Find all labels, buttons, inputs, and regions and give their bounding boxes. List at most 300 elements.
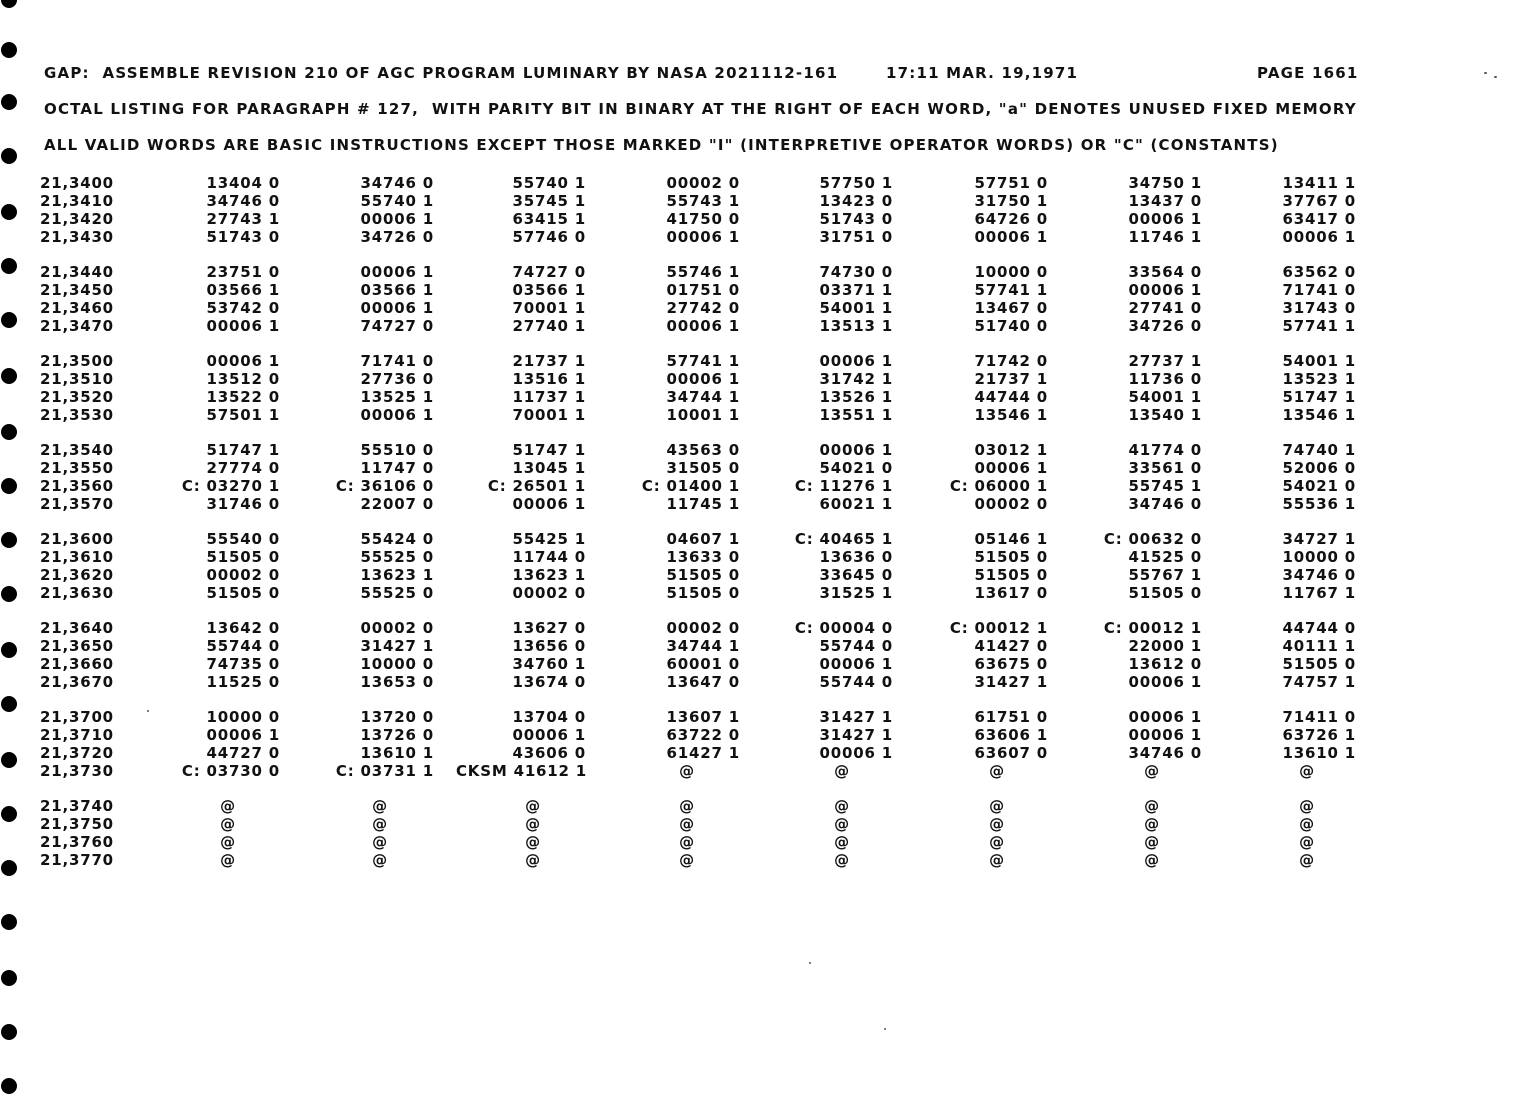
octal-word: 57741 1 — [666, 352, 740, 370]
octal-word: 34727 1 — [1282, 530, 1356, 548]
octal-word: 05146 1 — [974, 530, 1048, 548]
row-address: 21,3760 — [40, 833, 114, 851]
constant-word: C: 00632 0 — [1103, 530, 1202, 548]
octal-word: 23751 0 — [206, 263, 280, 281]
octal-word: 00002 0 — [666, 619, 740, 637]
octal-word: 31505 0 — [666, 459, 740, 477]
punch-hole — [1, 1078, 17, 1094]
constant-word: C: 00012 1 — [949, 619, 1048, 637]
row-address: 21,3470 — [40, 317, 114, 335]
octal-word: 55743 1 — [666, 192, 740, 210]
listing-block — [0, 619, 1400, 691]
octal-word: 31746 0 — [206, 495, 280, 513]
row-address: 21,3410 — [40, 192, 114, 210]
speck — [884, 1028, 886, 1030]
constant-word: C: 01400 1 — [641, 477, 740, 495]
punch-hole — [1, 148, 17, 164]
octal-word: 13607 1 — [666, 708, 740, 726]
octal-word: 63607 0 — [974, 744, 1048, 762]
octal-word: 00006 1 — [1128, 726, 1202, 744]
unused-word-marker: @ — [989, 851, 1005, 869]
octal-word: 13653 0 — [360, 673, 434, 691]
octal-word: 00006 1 — [512, 495, 586, 513]
unused-word-marker: @ — [1299, 815, 1315, 833]
listing-block — [0, 352, 1400, 424]
octal-word: 13647 0 — [666, 673, 740, 691]
octal-word: 00006 1 — [360, 406, 434, 424]
octal-word: 60021 1 — [819, 495, 893, 513]
unused-word-marker: @ — [679, 797, 695, 815]
octal-word: 13642 0 — [206, 619, 280, 637]
octal-word: 13467 0 — [974, 299, 1048, 317]
octal-word: 11767 1 — [1282, 584, 1356, 602]
unused-word-marker: @ — [372, 815, 388, 833]
octal-word: 13437 0 — [1128, 192, 1202, 210]
octal-word: 00006 1 — [1128, 210, 1202, 228]
unused-word-marker: @ — [1299, 851, 1315, 869]
octal-word: 10000 0 — [1282, 548, 1356, 566]
octal-word: 55744 0 — [819, 673, 893, 691]
listing-title: GAP: ASSEMBLE REVISION 210 OF AGC PROGRAM LUMINARY BY NASA 2021112-161 — [44, 64, 839, 82]
listing-block — [0, 441, 1400, 513]
octal-word: 37767 0 — [1282, 192, 1356, 210]
octal-word: 03371 1 — [819, 281, 893, 299]
octal-word: 00002 0 — [666, 174, 740, 192]
octal-word: 13513 1 — [819, 317, 893, 335]
unused-word-marker: @ — [1299, 797, 1315, 815]
octal-word: 54001 1 — [1128, 388, 1202, 406]
octal-word: 70001 1 — [512, 299, 586, 317]
listing-timestamp: 17:11 MAR. 19,1971 — [886, 64, 1079, 82]
listing-row — [0, 637, 1400, 655]
unused-word-marker: @ — [989, 815, 1005, 833]
octal-word: 10001 1 — [666, 406, 740, 424]
octal-word: 00002 0 — [360, 619, 434, 637]
unused-word-marker: @ — [1144, 815, 1160, 833]
octal-word: 35745 1 — [512, 192, 586, 210]
octal-word: 00006 1 — [666, 228, 740, 246]
octal-word: 00006 1 — [974, 459, 1048, 477]
octal-word: 13546 1 — [1282, 406, 1356, 424]
row-address: 21,3640 — [40, 619, 114, 637]
octal-word: 00006 1 — [360, 263, 434, 281]
octal-word: 55745 1 — [1128, 477, 1202, 495]
octal-word: 31751 0 — [819, 228, 893, 246]
octal-word: 55525 0 — [360, 548, 434, 566]
listing-row — [0, 317, 1400, 335]
octal-word: 31750 1 — [974, 192, 1048, 210]
row-address: 21,3520 — [40, 388, 114, 406]
listing-row — [0, 174, 1400, 192]
listing-row — [0, 530, 1400, 548]
unused-word-marker: @ — [525, 833, 541, 851]
unused-word-marker: @ — [679, 851, 695, 869]
octal-word: 54021 0 — [1282, 477, 1356, 495]
octal-word: 13720 0 — [360, 708, 434, 726]
octal-word: 63722 0 — [666, 726, 740, 744]
row-address: 21,3550 — [40, 459, 114, 477]
octal-word: 71742 0 — [974, 352, 1048, 370]
octal-word: 61427 1 — [666, 744, 740, 762]
octal-word: 63415 1 — [512, 210, 586, 228]
octal-word: 55540 0 — [206, 530, 280, 548]
row-address: 21,3670 — [40, 673, 114, 691]
octal-word: 00002 0 — [512, 584, 586, 602]
octal-word: 74730 0 — [819, 263, 893, 281]
row-address: 21,3610 — [40, 548, 114, 566]
octal-word: 00006 1 — [819, 441, 893, 459]
octal-word: 41427 0 — [974, 637, 1048, 655]
octal-word: 51747 1 — [512, 441, 586, 459]
listing-row — [0, 708, 1400, 726]
listing-row — [0, 548, 1400, 566]
octal-word: 13551 1 — [819, 406, 893, 424]
constant-word: C: 03270 1 — [181, 477, 280, 495]
row-address: 21,3700 — [40, 708, 114, 726]
unused-word-marker: @ — [220, 797, 236, 815]
octal-word: 41750 0 — [666, 210, 740, 228]
octal-word: 31427 1 — [819, 726, 893, 744]
octal-word: 57501 1 — [206, 406, 280, 424]
unused-word-marker: @ — [679, 762, 695, 780]
listing-row — [0, 263, 1400, 281]
octal-word: 31427 1 — [974, 673, 1048, 691]
octal-word: 13045 1 — [512, 459, 586, 477]
octal-word: 00006 1 — [1128, 673, 1202, 691]
octal-word: 13633 0 — [666, 548, 740, 566]
octal-word: 57750 1 — [819, 174, 893, 192]
octal-word: 51505 0 — [666, 584, 740, 602]
octal-word: 11744 0 — [512, 548, 586, 566]
listing-row — [0, 388, 1400, 406]
octal-word: 10000 0 — [974, 263, 1048, 281]
unused-word-marker: @ — [1299, 833, 1315, 851]
octal-word: 10000 0 — [360, 655, 434, 673]
unused-word-marker: @ — [372, 797, 388, 815]
speck — [1494, 76, 1497, 78]
listing-row — [0, 406, 1400, 424]
listing-block — [0, 263, 1400, 335]
octal-word: 51505 0 — [1282, 655, 1356, 673]
octal-word: 13674 0 — [512, 673, 586, 691]
octal-word: 13612 0 — [1128, 655, 1202, 673]
octal-word: 00006 1 — [512, 726, 586, 744]
octal-word: 11737 1 — [512, 388, 586, 406]
octal-word: 51505 0 — [206, 584, 280, 602]
constant-word: C: 00004 0 — [794, 619, 893, 637]
constant-word: C: 36106 0 — [335, 477, 434, 495]
octal-word: 55425 1 — [512, 530, 586, 548]
octal-word: 55740 1 — [512, 174, 586, 192]
octal-word: 00006 1 — [1128, 281, 1202, 299]
octal-word: 51743 0 — [206, 228, 280, 246]
octal-word: 57746 0 — [512, 228, 586, 246]
octal-word: 31743 0 — [1282, 299, 1356, 317]
octal-word: 11746 1 — [1128, 228, 1202, 246]
octal-word: 13617 0 — [974, 584, 1048, 602]
octal-word: 40111 1 — [1282, 637, 1356, 655]
row-address: 21,3750 — [40, 815, 114, 833]
octal-word: 34760 1 — [512, 655, 586, 673]
row-address: 21,3500 — [40, 352, 114, 370]
constant-word: C: 26501 1 — [487, 477, 586, 495]
octal-word: 34746 0 — [360, 174, 434, 192]
octal-word: 13525 1 — [360, 388, 434, 406]
octal-word: 52006 0 — [1282, 459, 1356, 477]
octal-word: 55424 0 — [360, 530, 434, 548]
octal-word: 22000 1 — [1128, 637, 1202, 655]
row-address: 21,3510 — [40, 370, 114, 388]
octal-word: 31427 1 — [819, 708, 893, 726]
listing-row — [0, 851, 1400, 869]
constant-word: C: 00012 1 — [1103, 619, 1202, 637]
octal-word: 27737 1 — [1128, 352, 1202, 370]
octal-word: 13411 1 — [1282, 174, 1356, 192]
octal-word: 13512 0 — [206, 370, 280, 388]
octal-listing — [0, 174, 1400, 886]
unused-word-marker: @ — [1144, 833, 1160, 851]
unused-word-marker: @ — [679, 833, 695, 851]
constant-word: C: 11276 1 — [794, 477, 893, 495]
octal-word: 21737 1 — [512, 352, 586, 370]
octal-word: 63562 0 — [1282, 263, 1356, 281]
row-address: 21,3420 — [40, 210, 114, 228]
octal-word: 00006 1 — [1128, 708, 1202, 726]
constant-word: C: 40465 1 — [794, 530, 893, 548]
octal-word: 54021 0 — [819, 459, 893, 477]
octal-word: 27740 1 — [512, 317, 586, 335]
octal-word: 00006 1 — [819, 352, 893, 370]
octal-word: 27743 1 — [206, 210, 280, 228]
octal-word: 00006 1 — [666, 317, 740, 335]
octal-word: 11747 0 — [360, 459, 434, 477]
unused-word-marker: @ — [525, 797, 541, 815]
octal-word: 71411 0 — [1282, 708, 1356, 726]
row-address: 21,3660 — [40, 655, 114, 673]
row-address: 21,3770 — [40, 851, 114, 869]
unused-word-marker: @ — [1144, 762, 1160, 780]
unused-word-marker: @ — [220, 851, 236, 869]
octal-word: 54001 1 — [819, 299, 893, 317]
listing-row — [0, 459, 1400, 477]
octal-word: 27741 0 — [1128, 299, 1202, 317]
octal-word: 13627 0 — [512, 619, 586, 637]
unused-word-marker: @ — [372, 833, 388, 851]
speck — [1484, 72, 1487, 74]
unused-word-marker: @ — [1144, 851, 1160, 869]
octal-word: 00006 1 — [819, 744, 893, 762]
row-address: 21,3430 — [40, 228, 114, 246]
octal-word: 70001 1 — [512, 406, 586, 424]
octal-word: 51505 0 — [974, 566, 1048, 584]
unused-word-marker: @ — [525, 851, 541, 869]
octal-word: 10000 0 — [206, 708, 280, 726]
octal-word: 34726 0 — [1128, 317, 1202, 335]
row-address: 21,3740 — [40, 797, 114, 815]
constant-word: C: 03730 0 — [181, 762, 280, 780]
listing-row — [0, 192, 1400, 210]
octal-word: 11525 0 — [206, 673, 280, 691]
punch-hole — [1, 94, 17, 110]
octal-word: 03566 1 — [512, 281, 586, 299]
octal-word: 00006 1 — [360, 210, 434, 228]
octal-word: 51505 0 — [666, 566, 740, 584]
listing-row — [0, 744, 1400, 762]
listing-row — [0, 299, 1400, 317]
unused-word-marker: @ — [1299, 762, 1315, 780]
octal-word: 27742 0 — [666, 299, 740, 317]
octal-word: 64726 0 — [974, 210, 1048, 228]
octal-word: 31427 1 — [360, 637, 434, 655]
unused-word-marker: @ — [220, 815, 236, 833]
octal-word: 00006 1 — [206, 317, 280, 335]
row-address: 21,3440 — [40, 263, 114, 281]
octal-word: 41774 0 — [1128, 441, 1202, 459]
octal-word: 44744 0 — [974, 388, 1048, 406]
octal-word: 31525 1 — [819, 584, 893, 602]
octal-word: 00006 1 — [206, 726, 280, 744]
row-address: 21,3560 — [40, 477, 114, 495]
octal-word: 55746 1 — [666, 263, 740, 281]
octal-word: 57741 1 — [1282, 317, 1356, 335]
octal-word: 27736 0 — [360, 370, 434, 388]
octal-word: 51740 0 — [974, 317, 1048, 335]
listing-block — [0, 530, 1400, 602]
unused-word-marker: @ — [525, 815, 541, 833]
octal-word: 71741 0 — [360, 352, 434, 370]
octal-word: 00006 1 — [1282, 228, 1356, 246]
constant-word: C: 06000 1 — [949, 477, 1048, 495]
octal-word: 00006 1 — [974, 228, 1048, 246]
row-address: 21,3530 — [40, 406, 114, 424]
listing-row — [0, 566, 1400, 584]
octal-word: 03012 1 — [974, 441, 1048, 459]
listing-row — [0, 477, 1400, 495]
octal-word: 34744 1 — [666, 637, 740, 655]
octal-word: 01751 0 — [666, 281, 740, 299]
octal-word: 51505 0 — [206, 548, 280, 566]
unused-word-marker: @ — [834, 833, 850, 851]
octal-word: 51747 1 — [1282, 388, 1356, 406]
punch-hole — [1, 42, 17, 58]
octal-word: 13540 1 — [1128, 406, 1202, 424]
octal-word: 74727 0 — [360, 317, 434, 335]
row-address: 21,3650 — [40, 637, 114, 655]
octal-word: 63606 1 — [974, 726, 1048, 744]
punch-hole — [1, 914, 17, 930]
octal-word: 13610 1 — [360, 744, 434, 762]
octal-word: 53742 0 — [206, 299, 280, 317]
listing-row — [0, 762, 1400, 780]
octal-word: 13704 0 — [512, 708, 586, 726]
octal-word: 13404 0 — [206, 174, 280, 192]
listing-row — [0, 833, 1400, 851]
octal-word: 44744 0 — [1282, 619, 1356, 637]
octal-word: 63417 0 — [1282, 210, 1356, 228]
listing-row — [0, 673, 1400, 691]
listing-row — [0, 370, 1400, 388]
unused-word-marker: @ — [834, 762, 850, 780]
checksum-word: CKSM 41612 1 — [456, 762, 588, 780]
octal-word: 63726 1 — [1282, 726, 1356, 744]
octal-word: 00006 1 — [206, 352, 280, 370]
octal-word: 00002 0 — [974, 495, 1048, 513]
row-address: 21,3400 — [40, 174, 114, 192]
octal-word: 41525 0 — [1128, 548, 1202, 566]
row-address: 21,3540 — [40, 441, 114, 459]
octal-word: 71741 0 — [1282, 281, 1356, 299]
speck — [809, 962, 811, 964]
octal-word: 51747 1 — [206, 441, 280, 459]
octal-word: 74757 1 — [1282, 673, 1356, 691]
octal-word: 51743 0 — [819, 210, 893, 228]
octal-word: 55744 0 — [206, 637, 280, 655]
octal-word: 22007 0 — [360, 495, 434, 513]
row-address: 21,3570 — [40, 495, 114, 513]
page-number: PAGE 1661 — [1257, 64, 1359, 82]
octal-word: 57751 0 — [974, 174, 1048, 192]
unused-word-marker: @ — [1144, 797, 1160, 815]
unused-word-marker: @ — [989, 797, 1005, 815]
listing-row — [0, 441, 1400, 459]
octal-word: 03566 1 — [360, 281, 434, 299]
octal-word: 43606 0 — [512, 744, 586, 762]
octal-word: 51505 0 — [974, 548, 1048, 566]
listing-row — [0, 210, 1400, 228]
octal-word: 13636 0 — [819, 548, 893, 566]
octal-word: 13726 0 — [360, 726, 434, 744]
octal-word: 61751 0 — [974, 708, 1048, 726]
octal-word: 55510 0 — [360, 441, 434, 459]
octal-word: 13526 1 — [819, 388, 893, 406]
octal-word: 74740 1 — [1282, 441, 1356, 459]
row-address: 21,3450 — [40, 281, 114, 299]
constant-word: C: 03731 1 — [335, 762, 434, 780]
listing-description: OCTAL LISTING FOR PARAGRAPH # 127, WITH PARITY BIT IN BINARY AT THE RIGHT OF EACH WORD, "a" DENOTES UNUSED FIXED MEMORY — [44, 100, 1357, 118]
listing-row — [0, 352, 1400, 370]
octal-word: 33561 0 — [1128, 459, 1202, 477]
listing-row — [0, 797, 1400, 815]
octal-word: 13522 0 — [206, 388, 280, 406]
octal-word: 21737 1 — [974, 370, 1048, 388]
unused-word-marker: @ — [834, 815, 850, 833]
octal-word: 13623 1 — [512, 566, 586, 584]
octal-word: 34746 0 — [1128, 744, 1202, 762]
listing-row — [0, 228, 1400, 246]
octal-word: 54001 1 — [1282, 352, 1356, 370]
octal-word: 00006 1 — [819, 655, 893, 673]
octal-word: 34744 1 — [666, 388, 740, 406]
octal-word: 13656 0 — [512, 637, 586, 655]
listing-legend: ALL VALID WORDS ARE BASIC INSTRUCTIONS EXCEPT THOSE MARKED "I" (INTERPRETIVE OPERATOR WORDS) OR "C" (CONSTANTS) — [44, 136, 1279, 154]
unused-word-marker: @ — [989, 762, 1005, 780]
row-address: 21,3720 — [40, 744, 114, 762]
octal-word: 11745 1 — [666, 495, 740, 513]
octal-word: 31742 1 — [819, 370, 893, 388]
octal-word: 51505 0 — [1128, 584, 1202, 602]
octal-word: 00002 0 — [206, 566, 280, 584]
unused-word-marker: @ — [679, 815, 695, 833]
row-address: 21,3730 — [40, 762, 114, 780]
listing-row — [0, 815, 1400, 833]
octal-word: 55740 1 — [360, 192, 434, 210]
octal-word: 03566 1 — [206, 281, 280, 299]
octal-word: 00006 1 — [666, 370, 740, 388]
octal-word: 11736 0 — [1128, 370, 1202, 388]
listing-row — [0, 584, 1400, 602]
punch-hole — [1, 0, 17, 8]
octal-word: 13423 0 — [819, 192, 893, 210]
